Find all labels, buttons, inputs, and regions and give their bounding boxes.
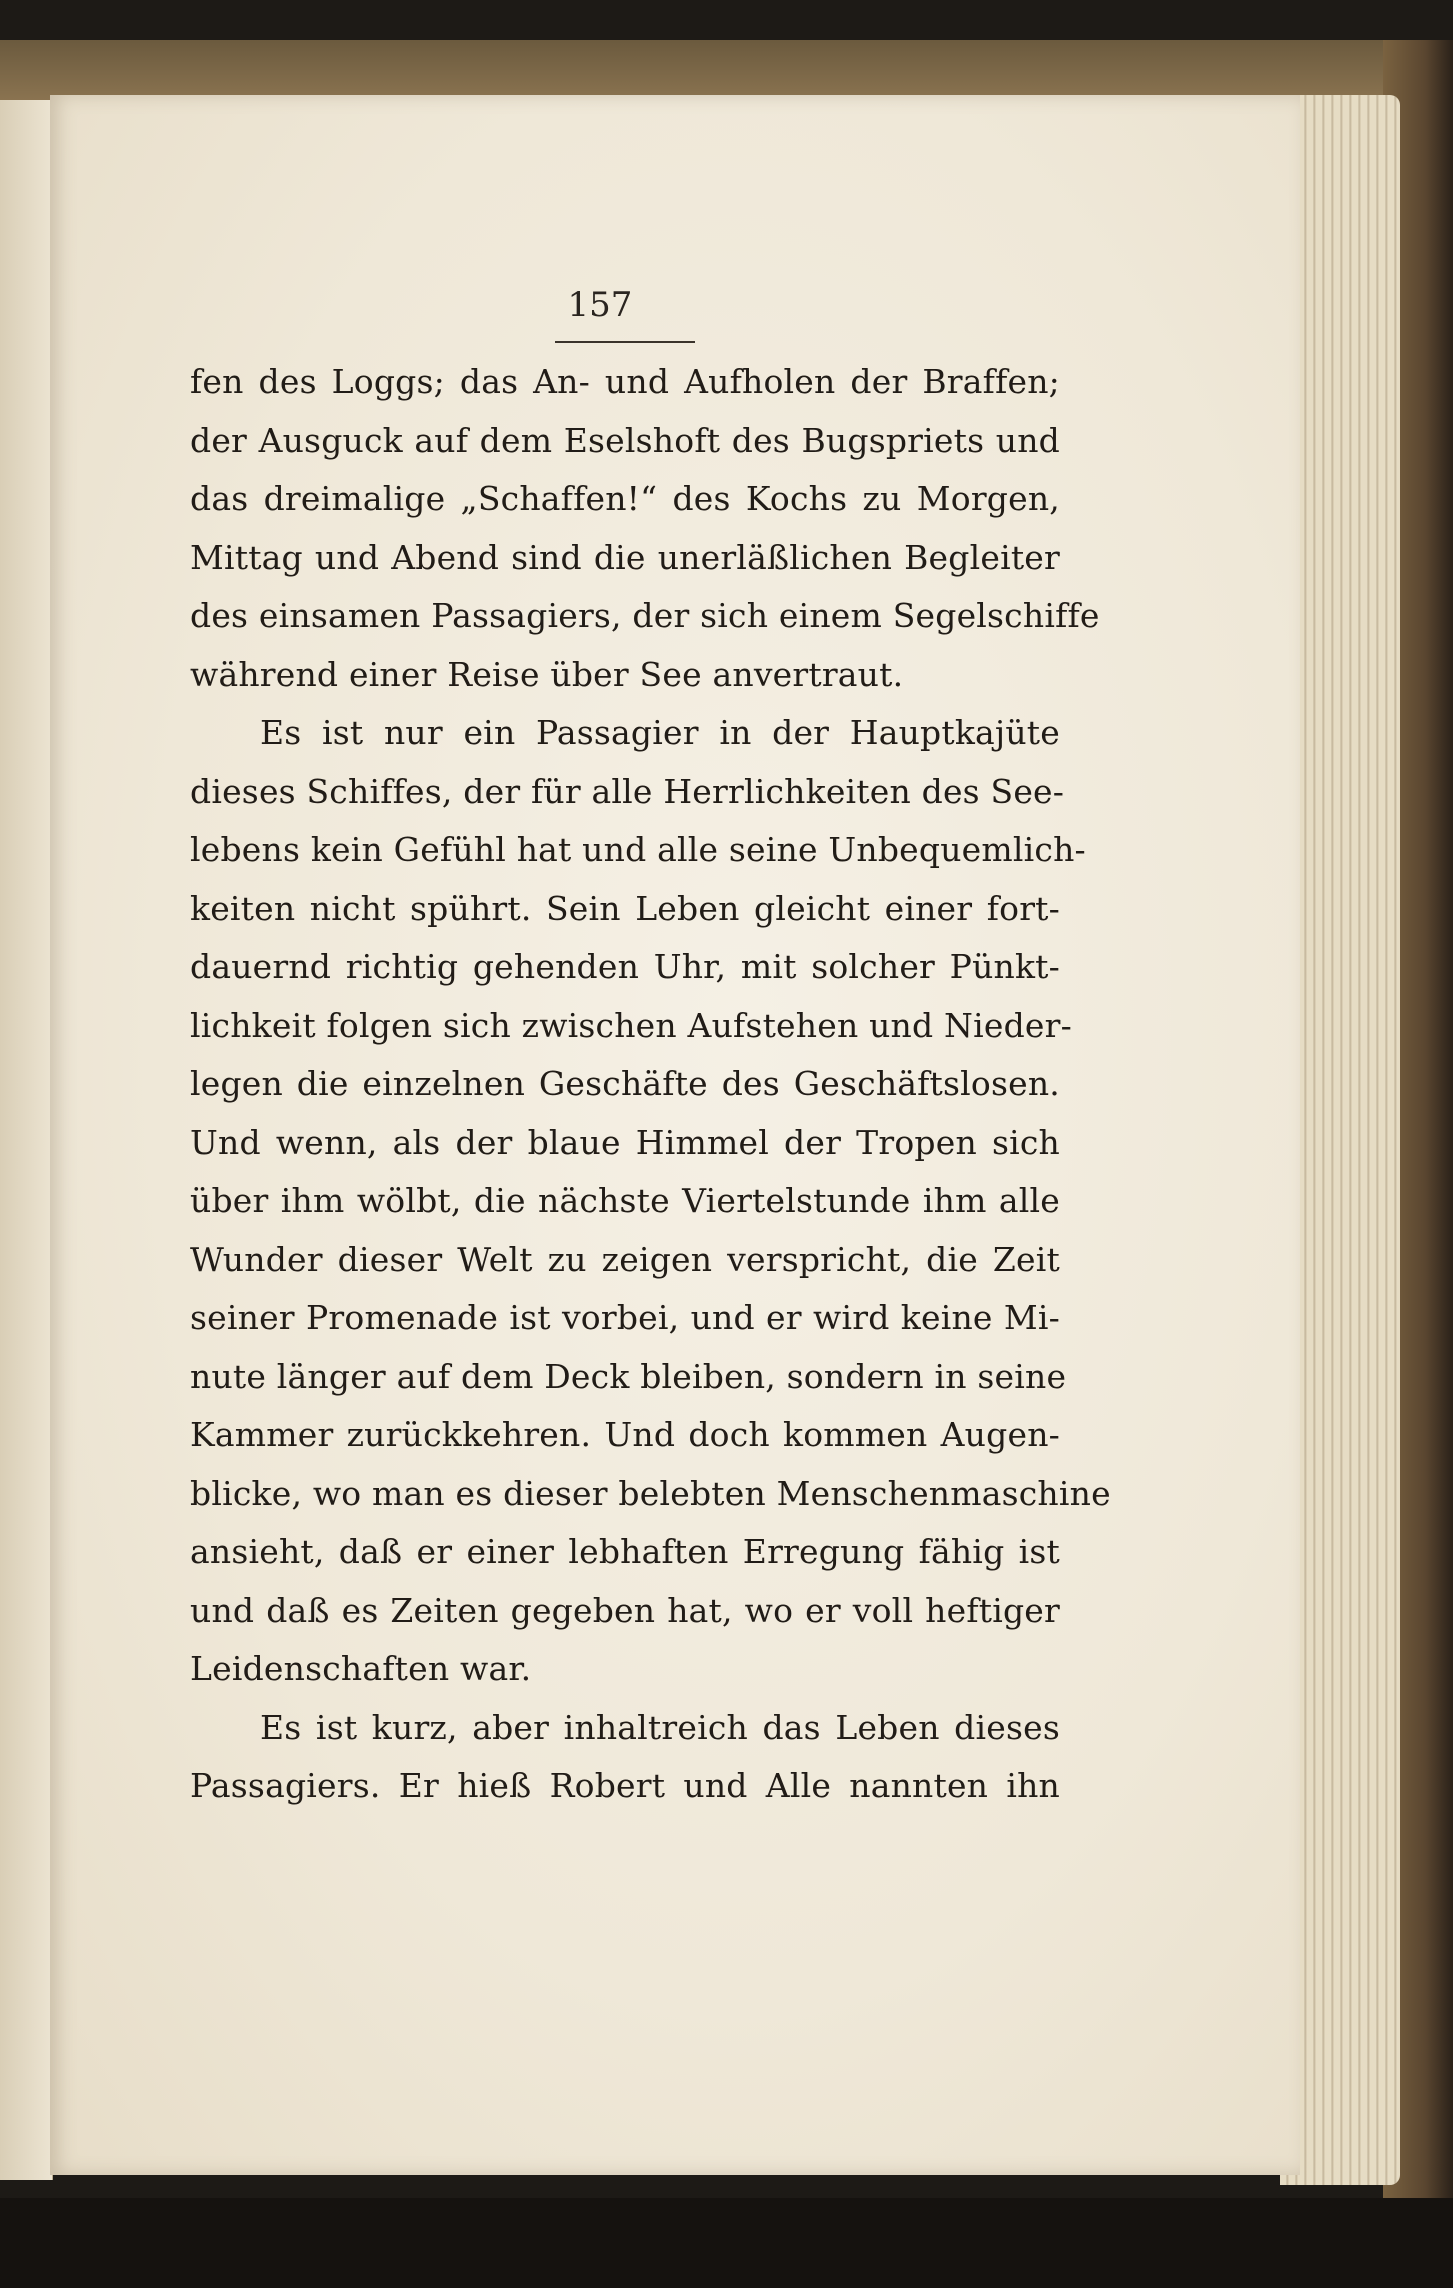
text-line: fen des Loggs; das An- und Aufholen der Braffen; <box>190 362 1060 401</box>
text-line: Und wenn, als der blaue Himmel der Tropen sich <box>190 1122 1060 1162</box>
text-line: über ihm wölbt, die nächste Viertelstunde ihm alle <box>190 1181 1060 1220</box>
text-line: seiner Promenade ist vorbei, und er wird keine Mi- <box>190 1298 1060 1337</box>
text-line: Mittag und Abend sind die unerläßlichen Begleiter <box>190 537 1060 577</box>
text-line: das dreimalige „Schaffen!“ des Kochs zu Morgen, <box>190 479 1060 518</box>
text-line: des einsamen Passagiers, der sich einem Segelschiffe <box>190 596 1100 635</box>
text-line: Kammer zurückkehren. Und doch kommen Augen- <box>190 1415 1060 1454</box>
text-line: dieses Schiffes, der für alle Herrlichkeiten des See- <box>190 771 1065 811</box>
text-line: ansieht, daß er einer lebhaften Erregung fähig ist <box>190 1532 1060 1571</box>
text-line: blicke, wo man es dieser belebten Menschenmaschine <box>190 1473 1111 1513</box>
page-number: 157 <box>567 285 633 325</box>
text-line: dauernd richtig gehenden Uhr, mit solcher Pünkt- <box>190 947 1060 986</box>
scan-background-bottom <box>0 2198 1453 2288</box>
text-line: lichkeit folgen sich zwischen Aufstehen und Nieder- <box>190 1005 1072 1045</box>
text-line: legen die einzelnen Geschäfte des Geschäftslosen. <box>190 1064 1060 1103</box>
text-line: Wunder dieser Welt zu zeigen verspricht, die Zeit <box>190 1239 1060 1279</box>
header-rule <box>555 341 695 343</box>
body-text <box>190 353 1111 1816</box>
text-line: Leidenschaften war. <box>190 1649 532 1688</box>
text-line: und daß es Zeiten gegeben hat, wo er voll heftiger <box>190 1590 1060 1630</box>
facing-page-strip <box>0 100 53 2180</box>
text-line: Es ist nur ein Passagier in der Hauptkajüte <box>260 713 1060 752</box>
text-line: Passagiers. Er hieß Robert und Alle nannten ihn <box>190 1766 1060 1805</box>
text-line: Es ist kurz, aber inhaltreich das Leben dieses <box>260 1707 1060 1747</box>
text-line: der Ausguck auf dem Eselshoft des Bugspriets und <box>190 420 1060 460</box>
text-line: während einer Reise über See anvertraut. <box>190 654 904 694</box>
text-line: keiten nicht spührt. Sein Leben gleicht einer fort- <box>190 888 1060 928</box>
book-cover-top-edge <box>0 40 1453 100</box>
text-line: lebens kein Gefühl hat und alle seine Unbequemlich- <box>190 830 1086 869</box>
text-line: nute länger auf dem Deck bleiben, sondern in seine <box>190 1356 1067 1396</box>
book-page <box>50 95 1300 2175</box>
